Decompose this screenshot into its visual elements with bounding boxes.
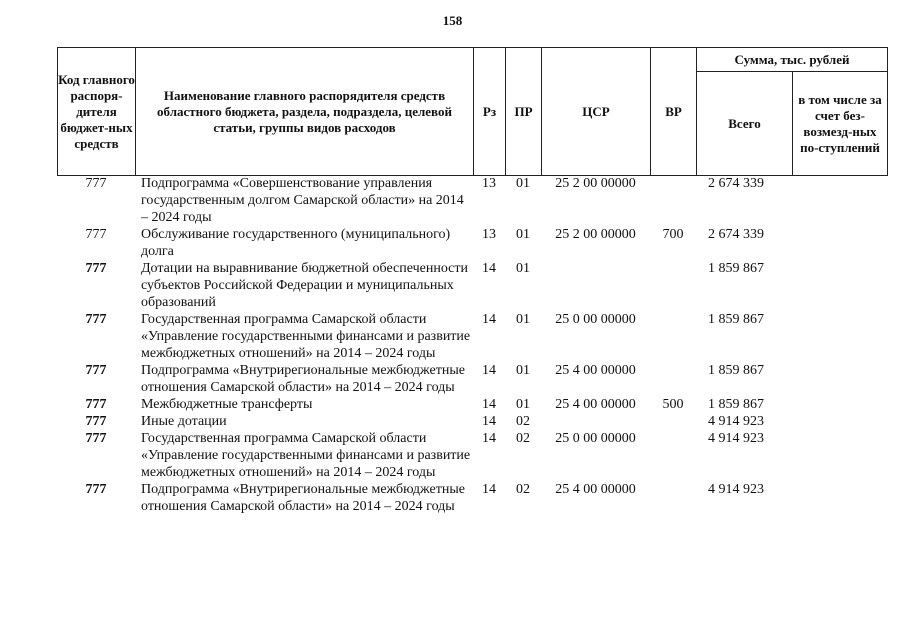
header-vr: ВР <box>651 48 697 176</box>
header-rz: Рз <box>474 48 506 176</box>
header-name: Наименование главного распорядителя средств областного бюджета, раздела, подраздела, целевой статьи, группы видов расходов <box>136 48 474 176</box>
cell-gratuit <box>792 260 887 311</box>
cell-gratuit <box>792 413 887 430</box>
cell-pr: 01 <box>516 227 530 242</box>
header-sum: Сумма, тыс. рублей <box>697 48 888 72</box>
cell-name: Государственная программа Самарской области «Управление государственными финансами и развитие межбюджетных отношений» на 2014 – 2024 годы <box>141 431 471 480</box>
cell-vr: 700 <box>662 227 684 242</box>
cell-vr <box>650 362 696 396</box>
cell-pr: 02 <box>516 482 530 497</box>
cell-name: Дотации на выравнивание бюджетной обеспеченности субъектов Российской Федерации и муниципальных образований <box>141 261 468 310</box>
cell-rz: 13 <box>482 227 496 242</box>
table-header <box>57 47 888 176</box>
cell-code: 777 <box>85 363 107 378</box>
cell-rz: 14 <box>482 482 496 497</box>
header-pr: ПР <box>506 48 542 176</box>
cell-gratuit <box>792 396 887 413</box>
cell-name: Подпрограмма «Внутрирегиональные межбюджетные отношения Самарской области» на 2014 – 2024 годы <box>141 482 465 514</box>
cell-total: 2 674 339 <box>708 227 764 242</box>
cell-name: Обслуживание государственного (муниципального) долга <box>141 227 451 259</box>
cell-pr: 01 <box>516 363 530 378</box>
header-gratuit: в том числе за счет без-возмезд-ных по-ступлений <box>793 72 888 176</box>
cell-gratuit <box>792 430 887 481</box>
cell-name: Государственная программа Самарской области «Управление государственными финансами и развитие межбюджетных отношений» на 2014 – 2024 годы <box>141 312 471 361</box>
cell-vr <box>650 260 696 311</box>
table-row <box>57 311 887 362</box>
table-row <box>57 413 887 430</box>
cell-vr: 500 <box>662 397 684 412</box>
cell-name: Подпрограмма «Внутрирегиональные межбюджетные отношения Самарской области» на 2014 – 2024 годы <box>141 363 465 395</box>
cell-code: 777 <box>85 261 107 276</box>
cell-csr: 25 4 00 00000 <box>555 482 636 497</box>
cell-vr <box>650 175 696 226</box>
cell-total: 2 674 339 <box>708 176 764 191</box>
table-row <box>57 481 887 515</box>
cell-pr: 01 <box>516 261 530 276</box>
cell-csr: 25 4 00 00000 <box>555 363 636 378</box>
table-row <box>57 396 887 413</box>
cell-vr <box>650 430 696 481</box>
cell-pr: 01 <box>516 397 530 412</box>
cell-gratuit <box>792 175 887 226</box>
cell-rz: 14 <box>482 363 496 378</box>
cell-total: 4 914 923 <box>708 431 764 446</box>
table-row <box>57 362 887 396</box>
cell-total: 1 859 867 <box>708 261 764 276</box>
cell-total: 4 914 923 <box>708 482 764 497</box>
cell-vr <box>650 413 696 430</box>
cell-name: Межбюджетные трансферты <box>141 397 313 412</box>
table-row <box>57 430 887 481</box>
cell-total: 1 859 867 <box>708 312 764 327</box>
cell-vr <box>650 481 696 515</box>
table-row <box>57 175 887 226</box>
cell-rz: 14 <box>482 312 496 327</box>
cell-csr: 25 2 00 00000 <box>555 227 636 242</box>
header-code: Код главного распоря-дителя бюджет-ных средств <box>58 48 136 176</box>
cell-total: 1 859 867 <box>708 397 764 412</box>
cell-csr <box>541 413 650 430</box>
cell-code: 777 <box>85 431 107 446</box>
table-row <box>57 260 887 311</box>
cell-gratuit <box>792 362 887 396</box>
cell-name: Иные дотации <box>141 414 227 429</box>
cell-code: 777 <box>85 414 107 429</box>
cell-vr <box>650 311 696 362</box>
table-body <box>57 175 887 515</box>
cell-name: Подпрограмма «Совершенствование управления государственным долгом Самарской области» на 2014 – 2024 годы <box>141 176 464 225</box>
cell-rz: 13 <box>482 176 496 191</box>
cell-code: 777 <box>85 176 107 191</box>
cell-csr: 25 4 00 00000 <box>555 397 636 412</box>
cell-gratuit <box>792 226 887 260</box>
header-csr: ЦСР <box>542 48 651 176</box>
cell-total: 1 859 867 <box>708 363 764 378</box>
cell-code: 777 <box>85 397 107 412</box>
cell-rz: 14 <box>482 414 496 429</box>
cell-pr: 01 <box>516 312 530 327</box>
cell-csr: 25 0 00 00000 <box>555 312 636 327</box>
table-row <box>57 226 887 260</box>
header-total: Всего <box>697 72 793 176</box>
cell-rz: 14 <box>482 261 496 276</box>
cell-csr <box>541 260 650 311</box>
cell-gratuit <box>792 311 887 362</box>
cell-code: 777 <box>85 312 107 327</box>
cell-pr: 01 <box>516 176 530 191</box>
cell-pr: 02 <box>516 431 530 446</box>
cell-code: 777 <box>85 227 107 242</box>
cell-rz: 14 <box>482 397 496 412</box>
cell-rz: 14 <box>482 431 496 446</box>
cell-gratuit <box>792 481 887 515</box>
cell-pr: 02 <box>516 414 530 429</box>
cell-code: 777 <box>85 482 107 497</box>
cell-csr: 25 2 00 00000 <box>555 176 636 191</box>
cell-csr: 25 0 00 00000 <box>555 431 636 446</box>
cell-total: 4 914 923 <box>708 414 764 429</box>
page-number: 158 <box>442 13 463 28</box>
